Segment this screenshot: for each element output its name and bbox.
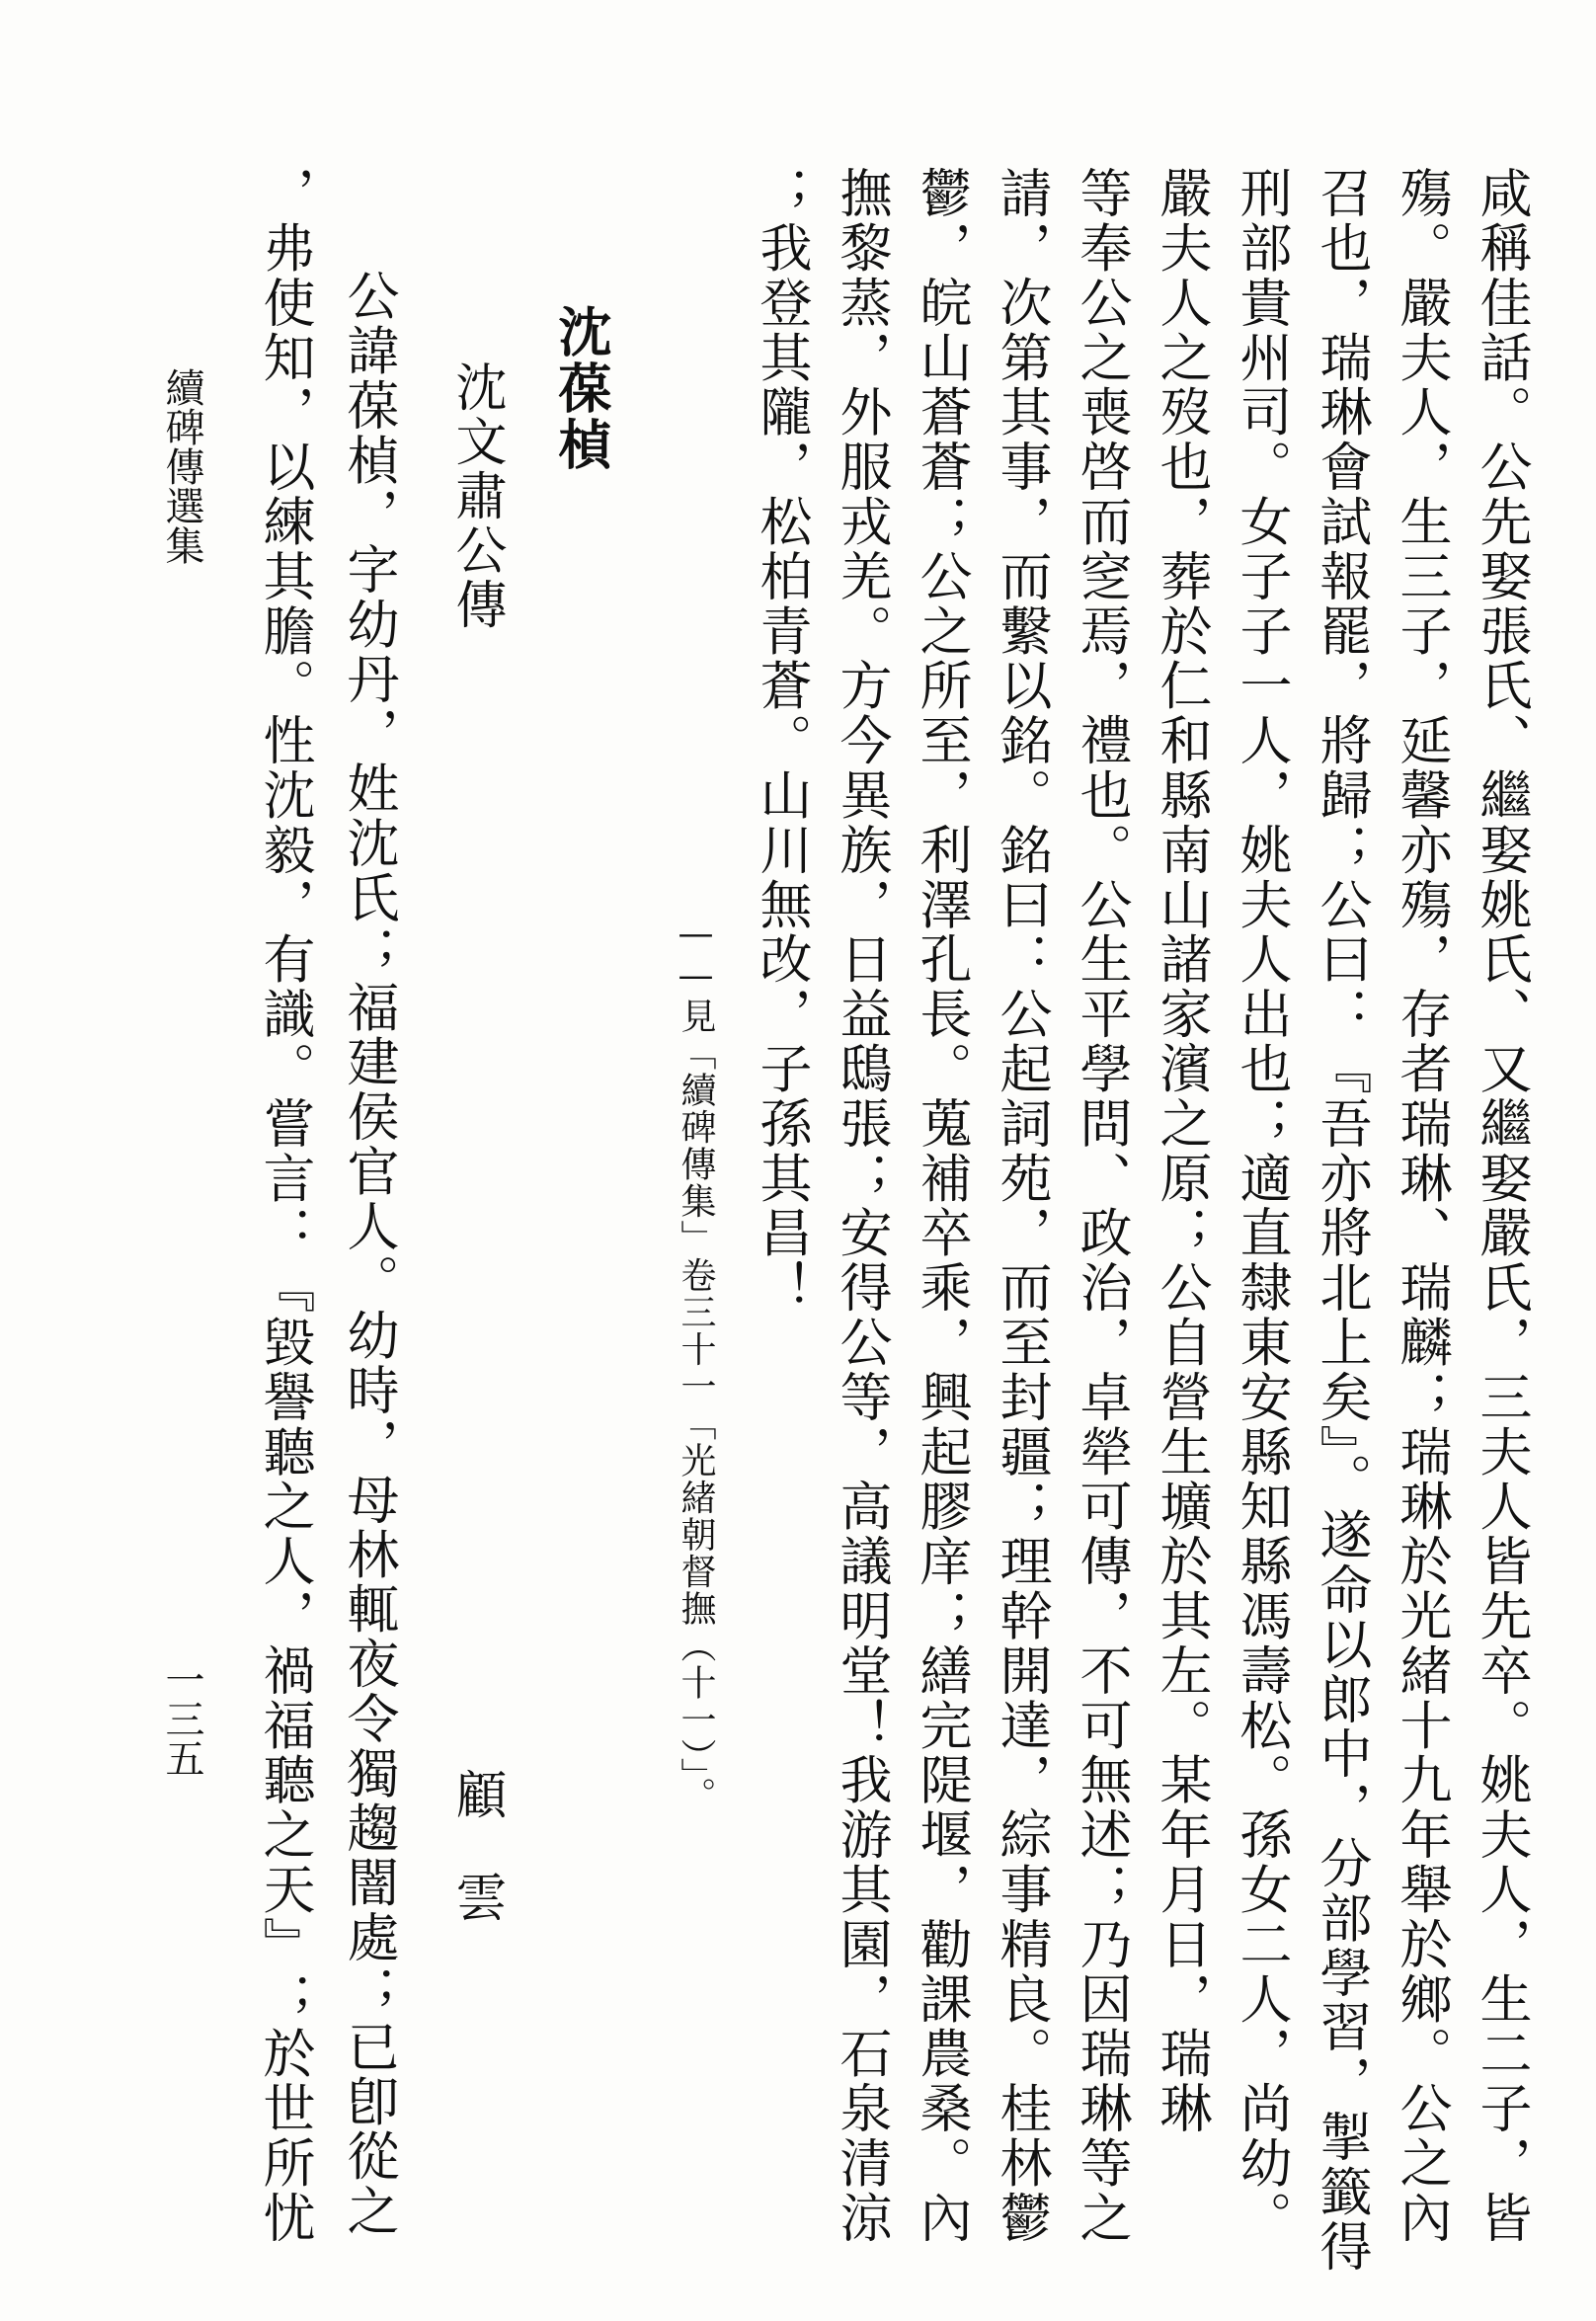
section-title: 沈葆楨: [550, 304, 613, 473]
book-title: 續碑傳選集: [159, 367, 204, 565]
section-subtitle: 沈文肅公傳: [446, 360, 506, 632]
text-column: 嚴夫人之歿也，葬於仁和縣南山諸家濱之原；公自營生壙於其左。某年月日，瑞琳: [1152, 166, 1212, 2136]
text-column: 公諱葆楨，字幼丹，姓沈氏；福建侯官人。幼時，母林輒夜令獨趨闇處；已卽從之: [339, 269, 399, 2239]
author-name: 顧 雲: [446, 1768, 506, 1922]
text-column: 等奉公之喪啓而窆焉，禮也。公生平學問、政治，卓犖可傳，不可無述；乃因瑞琳等之: [1072, 166, 1132, 2246]
text-column: 撫黎蒸，外服戎羌。方今異族，日益鴟張；安得公等，高議明堂！我游其園，石泉清涼: [832, 166, 892, 2246]
text-column: 召也，瑞琳會試報罷，將歸；公曰：『吾亦將北上矣』。遂命以郎中，分部學習，掣籤得: [1312, 166, 1372, 2275]
text-column: ，弗使知，以練其膽。性沈毅，有識。嘗言：『毀譽聽之人，禍福聽之天』；於世所忧: [255, 166, 315, 2246]
text-column: 咸稱佳話。公先娶張氏、繼娶姚氏、又繼娶嚴氏，三夫人皆先卒。姚夫人，生二子，皆: [1472, 166, 1532, 2246]
text-column: 請，次第其事，而繫以銘。銘曰：公起詞苑，而至封疆；理幹開達，綜事精良。桂林鬱: [992, 166, 1052, 2246]
citation: ——見「續碑傳集」卷三十一「光緒朝督撫（十一）」。: [676, 914, 716, 1814]
page-number: 一三五: [159, 1659, 204, 1778]
text-column: ；我登其隴，松柏青蒼。山川無改，子孫其昌！: [752, 166, 812, 1316]
text-column: 刑部貴州司。女子子一人，姚夫人出也；適直隸東安縣知縣馮壽松。孫女二人，尚幼。: [1232, 166, 1292, 2246]
text-column: 鬱，皖山蒼蒼；公之所至，利澤孔長。蒐補卒乘，興起膠庠；繕完隄堰，勸課農桑。內: [912, 166, 972, 2246]
text-column: 殤。嚴夫人，生三子，延馨亦殤，存者瑞琳、瑞麟；瑞琳於光緒十九年舉於鄉。公之內: [1392, 166, 1452, 2246]
